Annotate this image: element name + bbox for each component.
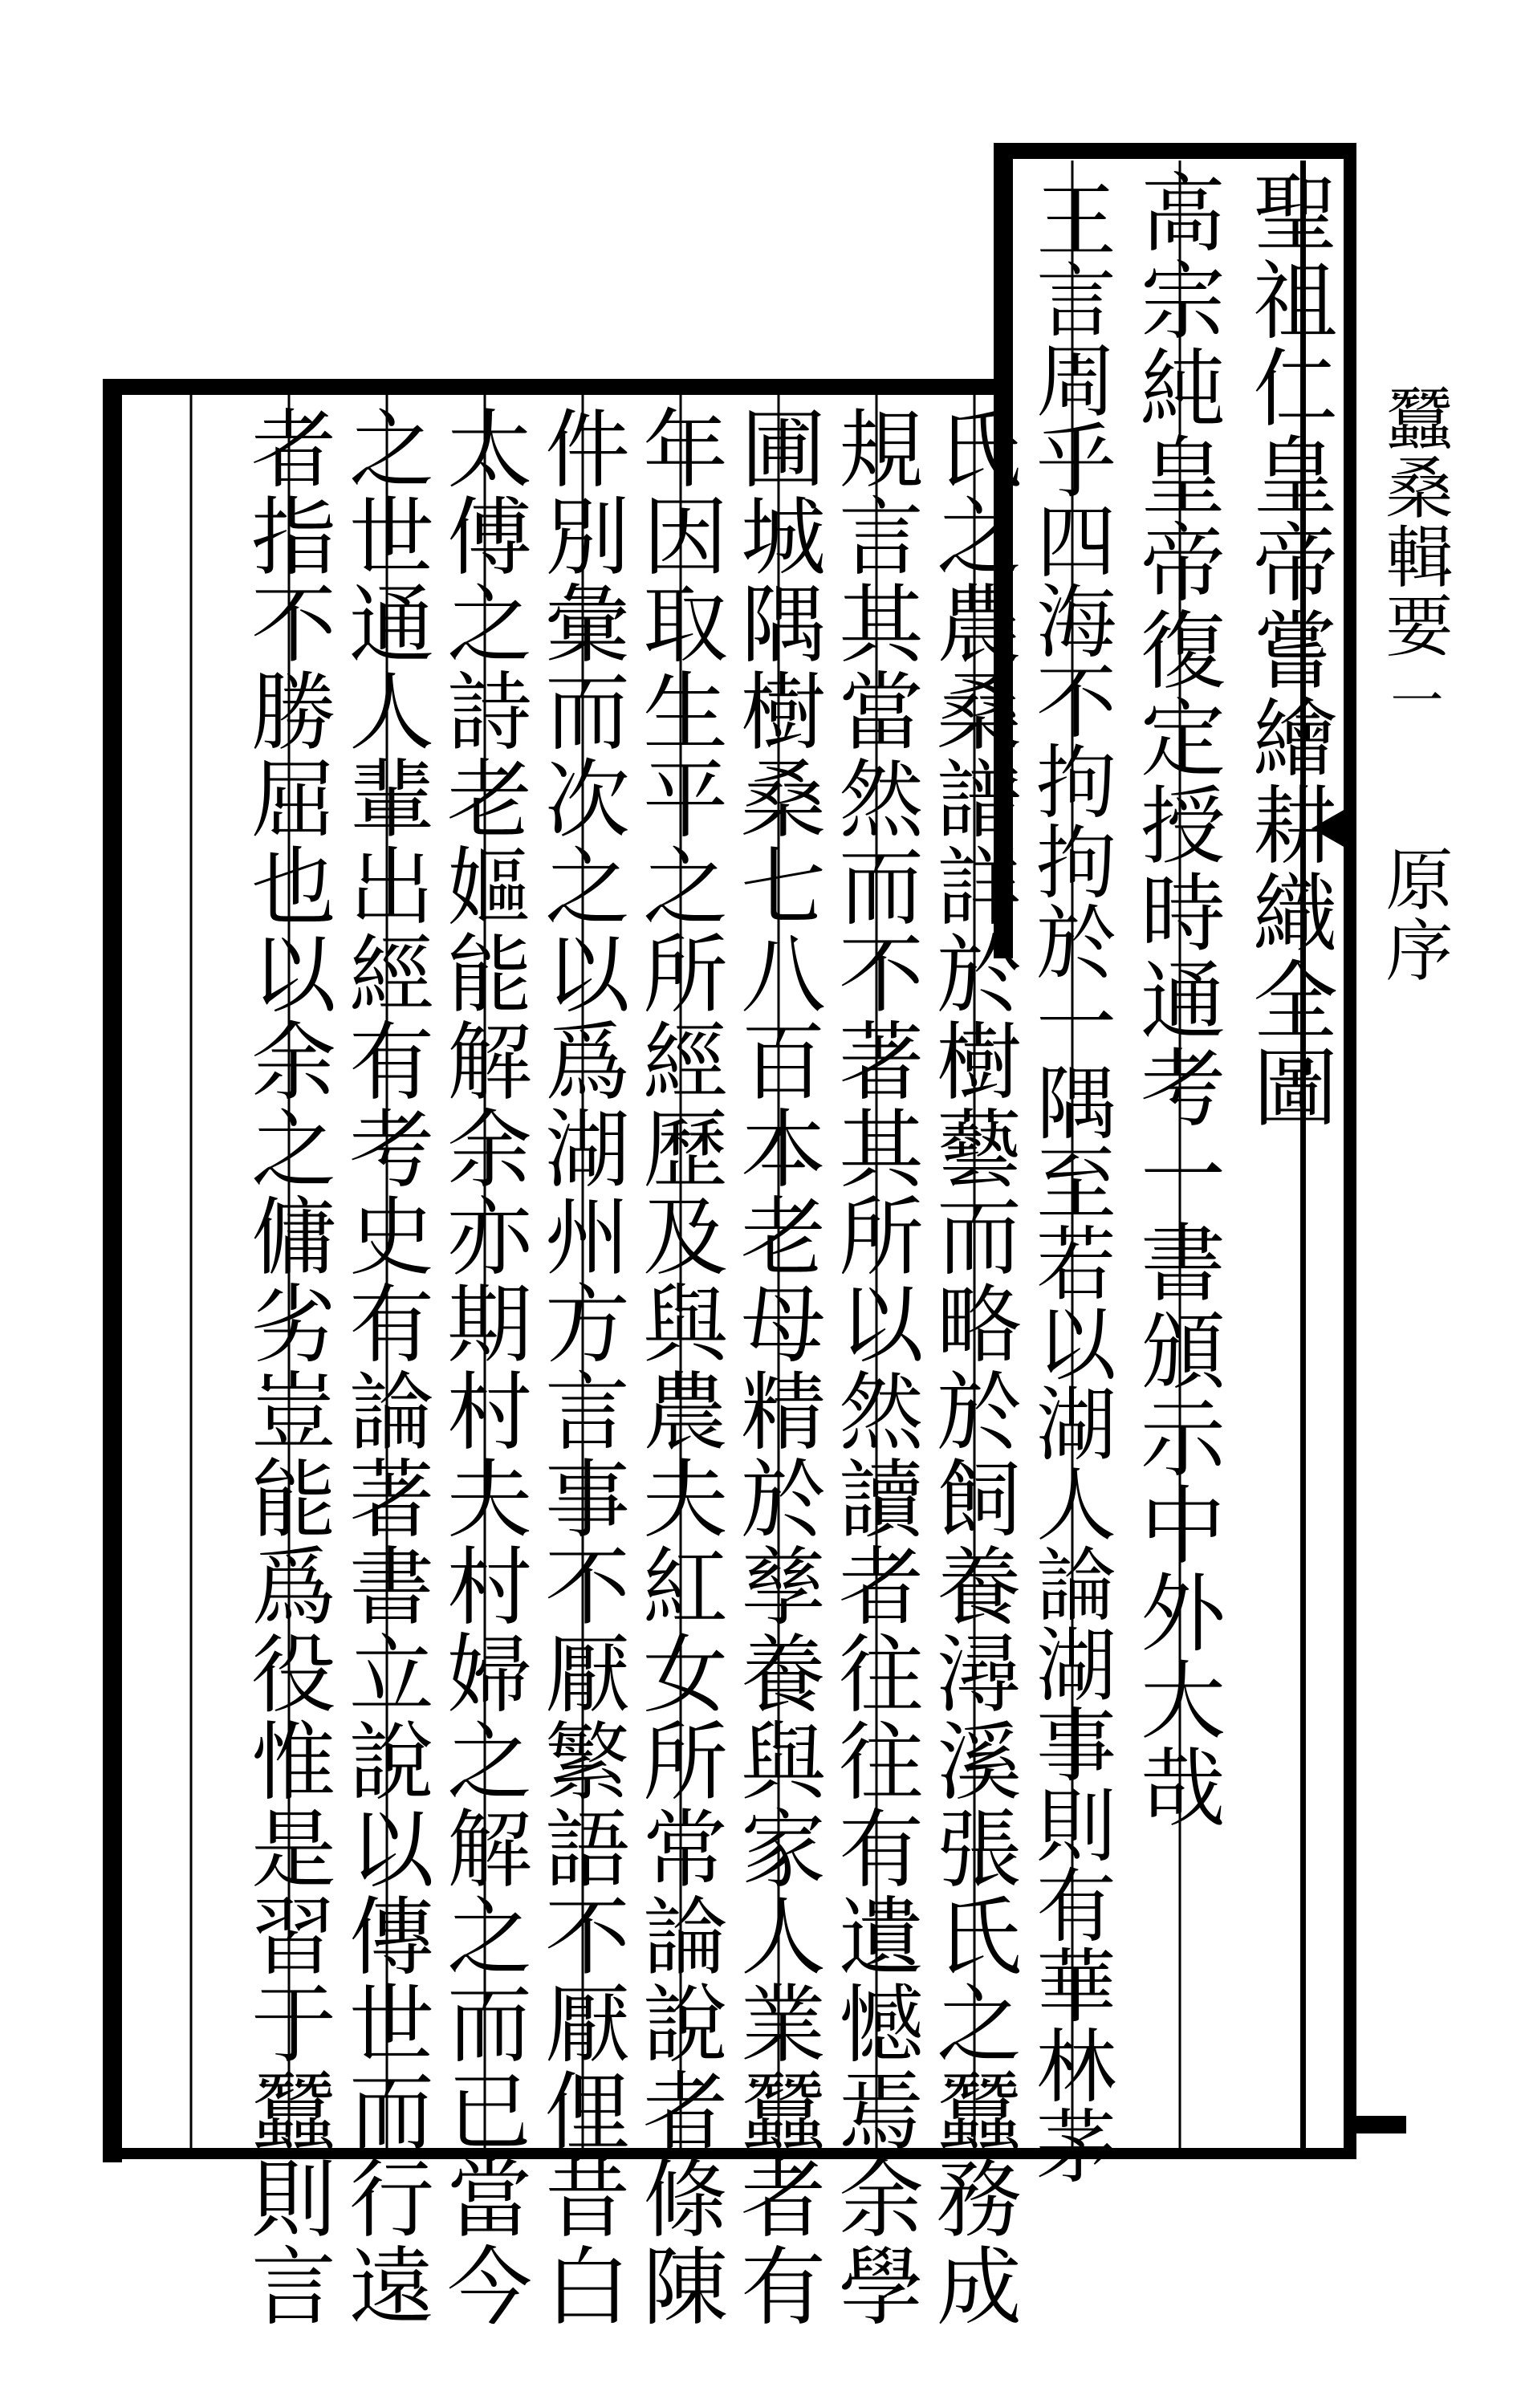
border-left	[103, 379, 122, 2162]
border-right	[1344, 143, 1356, 2158]
header-section-title: 原序	[1375, 844, 1454, 986]
text-column-11: 者指不勝屈也以余之傭劣豈能爲役惟是習于蠶則言	[238, 405, 336, 2329]
text-column-5: 規言其當然而不著其所以然讀者往往有遺憾焉余學	[825, 405, 924, 2329]
text-column-6: 圃城隅樹桑七八百本老母精於孳養與家人業蠶者有	[727, 405, 826, 2329]
main-border-top	[103, 379, 1008, 395]
header-juan-number: 一	[1381, 673, 1443, 726]
text-column-10: 之世通人輩出經有考史有論著書立說以傳世而行遠	[336, 405, 434, 2329]
text-column-1: 聖祖仁皇帝嘗繪耕織全圖	[1239, 169, 1338, 1131]
text-column-4: 氏之農桑譜詳於樹藝而略於飼養潯溪張氏之蠶務成	[923, 405, 1022, 2329]
text-column-3: 王言周乎四海不拘拘於一隅至若以湖人論湖事則有華林茅	[1023, 178, 1116, 2185]
header-book-title: 蠶桑輯要	[1375, 384, 1454, 660]
text-column-2: 高宗純皇帝復定授時通考一書頒示中外大哉	[1127, 169, 1226, 1831]
raised-border-top	[994, 143, 1353, 159]
text-column-9: 太傅之詩老嫗能解余亦期村夫村婦之解之而已當今	[433, 405, 532, 2329]
folio-bar	[1356, 2116, 1406, 2133]
text-column-7: 年因取生平之所經歷及與農夫紅女所常論說者條陳	[629, 405, 728, 2329]
text-column-8: 件別彙而次之以爲湖州方言事不厭繁語不厭俚昔白	[531, 405, 630, 2329]
